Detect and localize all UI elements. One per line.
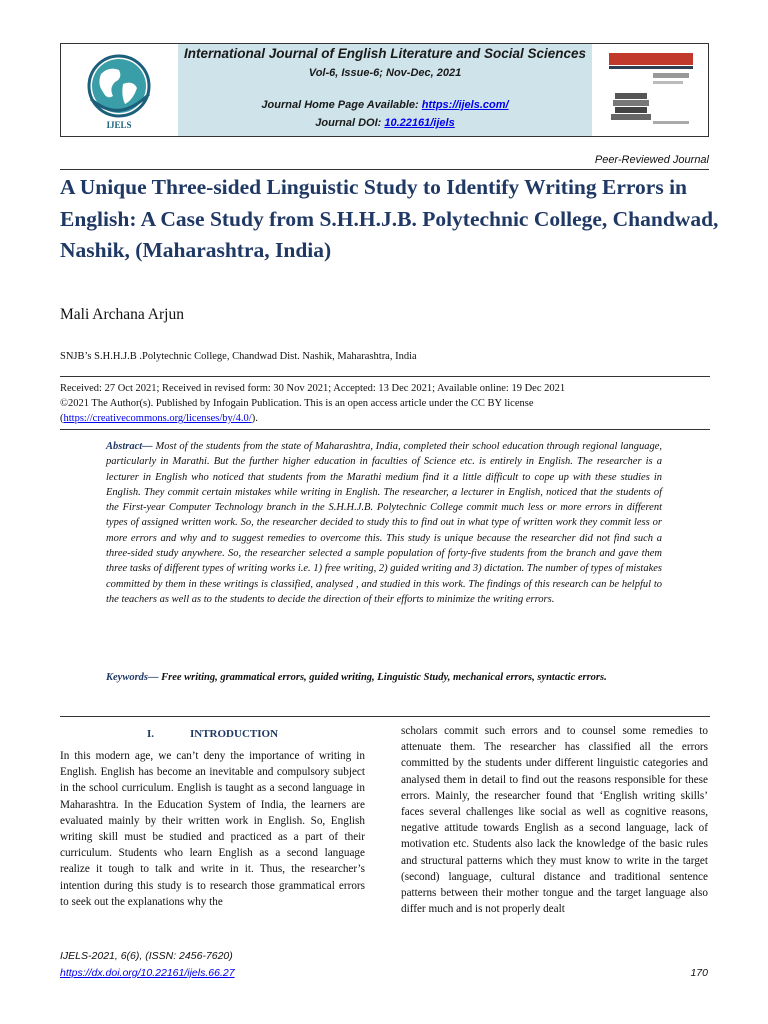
svg-text:IJELS: IJELS [106,120,132,130]
journal-doi: Journal DOI: 10.22161/ijels [315,117,455,129]
divider [60,169,709,170]
body-column-right: scholars commit such errors and to counsel some remedies to attenuate them. The researcher has classified all the errors committed by the students under different linguistic categories and analysed them in detail to find out the reasons responsible for these errors. Mainly, the researcher found that ‘English writing skills’ faces several challenges like social as well as cognitive reasons, negative attitude towards English as a second language, lack of motivation etc. Students also lack the knowledge of the basic rules and structural patterns which they must know to write in the target (second) language, cultural distance and traditional sentence patterns between their mother tongue and the target language also differ much and is not properly dealt [401,725,708,916]
license-link[interactable]: https://creativecommons.org/licenses/by/4.0/ [63,413,252,424]
divider [60,376,710,377]
journal-info-band [178,44,592,136]
abstract: Abstract— Most of the students from the state of Maharashtra, India, completed their school education through regional language, particularly in Marathi. But the further higher education in faculties of Science etc. is entirely in English. The researcher is a lecturer in English who noticed that students from the Marathi medium find it a little difficult to cope up with these studies in English. They commit certain mistakes while writing in English. The researcher, a lecturer in English, noticed that the students of the First-year Computer Technology branch in the S.H.H.J.B. Polytechnic College commit much less or more errors in different types of assigned written work. So, the researcher decided to study this to find out in what type of written work they commit less or more errors and why and to suggest remedies to overcome this. This study is unique because the researcher did not find such a three-sided study anywhere. So, the researcher selected a sample population of forty-five students from the branch and gave them three tasks of different types of writing works i.e. 1) free writing, 2) guided writing and 3) dictation. The number of types of mistakes committed by them in these writings is classified, analysed , and studied in this work. The findings of this research can be helpful to the teachers as well as to the students to decide the direction of their efforts to minimize the writing errors. [106,441,662,605]
journal-logo [61,44,177,136]
footer-citation: IJELS-2021, 6(6), (ISSN: 2456-7620) [60,950,233,962]
body-column-left: In this modern age, we can’t deny the importance of writing in English. English has become an inevitable and compulsory subject in the school curriculum. English is taught as a second language in Maharashtra. In the Education System of India, the learners are evaluated mainly by their written work in English. So, English writing skill must be studied and practiced as a part of their curriculum. Students who learn English as a second language realize it tough to talk and write in it. Thus, the researcher’s intention during this study is to research those grammatical errors to seek out the explanations why the [60,750,365,908]
page-number: 170 [690,967,708,979]
journal-issue: Vol-6, Issue-6; Nov-Dec, 2021 [308,67,462,79]
footer-doi-link[interactable]: https://dx.doi.org/10.22161/ijels.66.27 [60,967,235,979]
paper-title: A Unique Three-sided Linguistic Study to Identify Writing Errors in English: A Case Study from S.H.H.J.B. Polytechnic College, Chandwad, Nashik, (Maharashtra, India) [60,175,719,262]
journal-homepage: Journal Home Page Available: https://ijels.com/ [261,99,509,111]
peer-reviewed-label: Peer-Reviewed Journal [594,154,709,166]
section-heading: I. INTRODUCTION [146,728,279,740]
author-affiliation: SNJB’s S.H.H.J.B .Polytechnic College, Chandwad Dist. Nashik, Maharashtra, India [60,351,417,362]
globe-logo-icon [61,44,177,136]
journal-cover-image [601,49,701,131]
journal-name: International Journal of English Literature and Social Sciences [183,46,587,61]
author-name: Mali Archana Arjun [60,306,184,323]
divider [60,716,710,717]
divider [60,429,710,430]
publication-history: Received: 27 Oct 2021; Received in revised form: 30 Nov 2021; Accepted: 13 Dec 2021; Available online: 19 Dec 2021 ©2021 The Author(s). Published by Infogain Publication. This is an open access article under the CC BY license (https://creativecommons.org/licenses/by/4.0/). [60,383,566,424]
journal-header [60,43,709,137]
keywords: Keywords— Free writing, grammatical errors, guided writing, Linguistic Study, mechanical errors, syntactic errors. [106,672,607,683]
journal-doi-link[interactable]: 10.22161/ijels [384,117,455,129]
homepage-link[interactable]: https://ijels.com/ [421,99,509,111]
